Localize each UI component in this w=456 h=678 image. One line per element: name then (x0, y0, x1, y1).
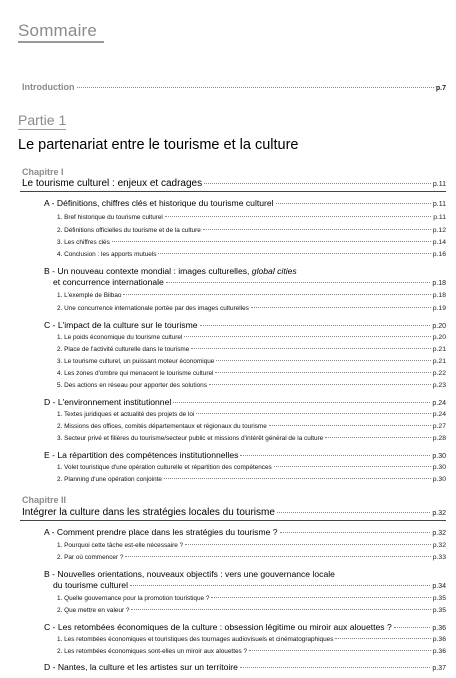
entry-title: et concurrence internationale (53, 277, 164, 287)
page-title: Sommaire (18, 21, 98, 40)
toc-entry-item[interactable] (57, 305, 446, 312)
toc-entry-section[interactable] (44, 622, 446, 632)
dot-leader (196, 413, 430, 414)
dot-leader (131, 609, 430, 610)
toc-entry-item[interactable] (57, 358, 446, 365)
part-label: Partie 1 (18, 112, 67, 128)
toc-entry-item[interactable] (57, 607, 446, 614)
toc-entry-section[interactable] (53, 277, 446, 287)
part-title: Le partenariat entre le tourisme et la culture (18, 137, 299, 153)
entry-page: p.37 (432, 665, 446, 672)
dot-leader (216, 360, 430, 361)
entry-title: C - L'impact de la culture sur le tourisme (44, 320, 198, 330)
dot-leader (249, 650, 431, 651)
chapter-label: Chapitre II (22, 495, 67, 505)
dot-leader (125, 556, 430, 557)
toc-entry-item[interactable] (57, 370, 446, 377)
entry-page: p.30 (432, 453, 446, 460)
toc-entry-section[interactable] (44, 662, 446, 672)
toc-entry-item[interactable] (57, 542, 446, 549)
entry-title: A - Comment prendre place dans les stratégies du tourisme ? (44, 527, 278, 537)
dot-leader (123, 294, 430, 295)
entry-title: 1. Quelle gouvernance pour la promotion touristique ? (57, 595, 210, 602)
toc-entry-section[interactable] (44, 397, 446, 407)
dot-leader (240, 667, 430, 668)
entry-page: p.24 (432, 400, 446, 407)
entry-title: 2. Par où commencer ? (57, 554, 124, 561)
entry-page: p.33 (432, 554, 446, 561)
entry-page: p.28 (432, 435, 446, 442)
dot-leader (165, 216, 431, 217)
dot-leader (211, 597, 430, 598)
entry-page: p.11 (432, 181, 446, 188)
entry-page: p.36 (432, 625, 446, 632)
dot-leader (240, 455, 430, 456)
toc-entry-item[interactable] (57, 636, 446, 643)
dot-leader (251, 307, 431, 308)
dot-leader (394, 627, 431, 628)
entry-title: A - Définitions, chiffres clés et historique du tourisme culturel (44, 198, 274, 208)
toc-entry-item[interactable] (57, 648, 446, 655)
dot-leader (185, 544, 431, 545)
chapter-rule (20, 520, 446, 521)
entry-title: du tourisme culturel (53, 580, 128, 590)
dot-leader (280, 532, 431, 533)
toc-entry-item[interactable] (57, 554, 446, 561)
toc-entry-section-title[interactable] (44, 266, 297, 276)
dot-leader (166, 282, 431, 283)
entry-title: 1. Le poids économique du tourisme culturel (57, 334, 183, 341)
dot-leader (209, 384, 431, 385)
entry-title: 2. Définitions officielles du tourisme et de la culture (57, 227, 201, 234)
chapter-rule (20, 191, 446, 192)
dot-leader (269, 425, 431, 426)
chapter-label: Chapitre I (22, 167, 64, 177)
entry-page: p.22 (432, 370, 446, 377)
entry-title: 1. Pourquoi cette tâche est-elle nécessaire ? (57, 542, 184, 549)
entry-title: Le tourisme culturel : enjeux et cadrages (22, 178, 203, 189)
entry-page: p.18 (432, 292, 446, 299)
title-underline (18, 41, 104, 43)
entry-page: p.21 (432, 346, 446, 353)
entry-page: p.30 (432, 464, 446, 471)
toc-entry-section[interactable] (44, 320, 446, 330)
dot-leader (184, 336, 430, 337)
entry-title: 4. Conclusion : les apports mutuels (57, 251, 157, 258)
entry-title: 2. Une concurrence internationale portée par des images culturelles (57, 305, 249, 312)
toc-entry-item[interactable] (57, 411, 446, 418)
entry-title: 2. Que mettre en valeur ? (57, 607, 130, 614)
dot-leader (274, 466, 431, 467)
entry-page: p.18 (432, 280, 446, 287)
toc-entry-section[interactable] (44, 198, 446, 208)
entry-title: D - Nantes, la culture et les artistes sur un territoire (44, 662, 238, 672)
entry-page: p.20 (432, 323, 446, 330)
dot-leader (215, 372, 430, 373)
toc-entry-item[interactable] (57, 423, 446, 430)
toc-entry-item[interactable] (57, 464, 446, 471)
entry-title: 2. Place de l'activité culturelle dans le tourisme (57, 346, 190, 353)
entry-title: C - Les retombées économiques de la culture : obsession légitime ou miroir aux alouettes ? (44, 622, 392, 632)
entry-title: 3. Le tourisme culturel, un puissant moteur économique (57, 358, 215, 365)
toc-entry-item[interactable] (57, 435, 446, 442)
entry-page: p.24 (432, 411, 446, 418)
entry-title: 3. Les chiffres clés (57, 239, 110, 246)
dot-leader (77, 87, 434, 88)
entry-page: p.14 (432, 239, 446, 246)
dot-leader (112, 241, 431, 242)
entry-title: 1. Volet touristique d'une opération culturelle et répartition des compétences (57, 464, 272, 471)
entry-page: p.32 (432, 542, 446, 549)
dot-leader (130, 585, 430, 586)
toc-entry-chapter[interactable] (22, 507, 446, 518)
dot-leader (173, 402, 430, 403)
toc-entry-item[interactable] (57, 239, 446, 246)
dot-leader (335, 638, 430, 639)
entry-page: p.32 (432, 510, 446, 517)
toc-entry-section-title[interactable]: B - Nouvelles orientations, nouveaux objectifs : vers une gouvernance locale (44, 569, 335, 579)
entry-title: Introduction (22, 82, 75, 92)
entry-title: 5. Des actions en réseau pour apporter des solutions (57, 382, 207, 389)
dot-leader (203, 229, 431, 230)
entry-title: 2. Planning d'une opération conjointe (57, 476, 162, 483)
entry-page: p.21 (432, 358, 446, 365)
entry-page: p.27 (432, 423, 446, 430)
toc-entry-introduction[interactable] (22, 82, 446, 92)
entry-title: 1. Textes juridiques et actualité des projets de loi (57, 411, 195, 418)
entry-page: p.19 (432, 305, 446, 312)
entry-title: 2. Missions des offices, comités départementaux et régionaux du tourisme (57, 423, 267, 430)
dot-leader (204, 183, 431, 184)
entry-title: 1. Les retombées économiques et touristiques des tournages audiovisuels et cinématographiques (57, 636, 334, 643)
entry-page: p.7 (435, 85, 446, 92)
toc-entry-section[interactable] (44, 527, 446, 537)
entry-page: p.12 (432, 227, 446, 234)
toc-entry-section[interactable] (53, 580, 446, 590)
toc-entry-item[interactable] (57, 292, 446, 299)
entry-title: 4. Les zones d'ombre qui menacent le tourisme culturel (57, 370, 214, 377)
toc-entry-chapter[interactable] (22, 178, 446, 189)
entry-title: 2. Les retombées économiques sont-elles un miroir aux alouettes ? (57, 648, 248, 655)
entry-page: p.16 (432, 251, 446, 258)
toc-entry-item[interactable] (57, 214, 446, 221)
entry-page: p.30 (432, 476, 446, 483)
toc-entry-item[interactable] (57, 227, 446, 234)
entry-title-part: B - Un nouveau contexte mondial : images culturelles, (44, 266, 252, 276)
part-underline (18, 129, 66, 130)
dot-leader (277, 512, 430, 513)
entry-page: p.11 (433, 214, 446, 221)
toc-entry-item[interactable] (57, 476, 446, 483)
entry-title: 3. Secteur privé et filières du tourisme/secteur public et missions d'intérêt général de la culture (57, 435, 324, 442)
entry-title-emphasis: global cities (251, 266, 297, 276)
entry-page: p.32 (432, 530, 446, 537)
dot-leader (276, 203, 431, 204)
entry-page: p.36 (432, 648, 446, 655)
entry-page: p.23 (432, 382, 446, 389)
toc-entry-item[interactable] (57, 382, 446, 389)
entry-page: p.36 (432, 636, 446, 643)
dot-leader (164, 478, 431, 479)
dot-leader (200, 325, 431, 326)
entry-page: p.20 (432, 334, 446, 341)
entry-page: p.35 (432, 595, 446, 602)
dot-leader (158, 253, 430, 254)
entry-title: 1. Bref historique du tourisme culturel (57, 214, 163, 221)
entry-page: p.11 (432, 201, 446, 208)
toc-entry-item[interactable] (57, 595, 446, 602)
toc-entry-item[interactable] (57, 251, 446, 258)
entry-page: p.35 (432, 607, 446, 614)
toc-entry-item[interactable] (57, 334, 446, 341)
toc-entry-section[interactable] (44, 450, 446, 460)
entry-title: D - L'environnement institutionnel (44, 397, 172, 407)
dot-leader (191, 348, 430, 349)
entry-title: E - La répartition des compétences institutionnelles (44, 450, 239, 460)
entry-title: 1. L'exemple de Bilbao (57, 292, 122, 299)
dot-leader (325, 437, 431, 438)
toc-entry-item[interactable] (57, 346, 446, 353)
entry-page: p.34 (432, 583, 446, 590)
entry-title: Intégrer la culture dans les stratégies locales du tourisme (22, 507, 275, 518)
